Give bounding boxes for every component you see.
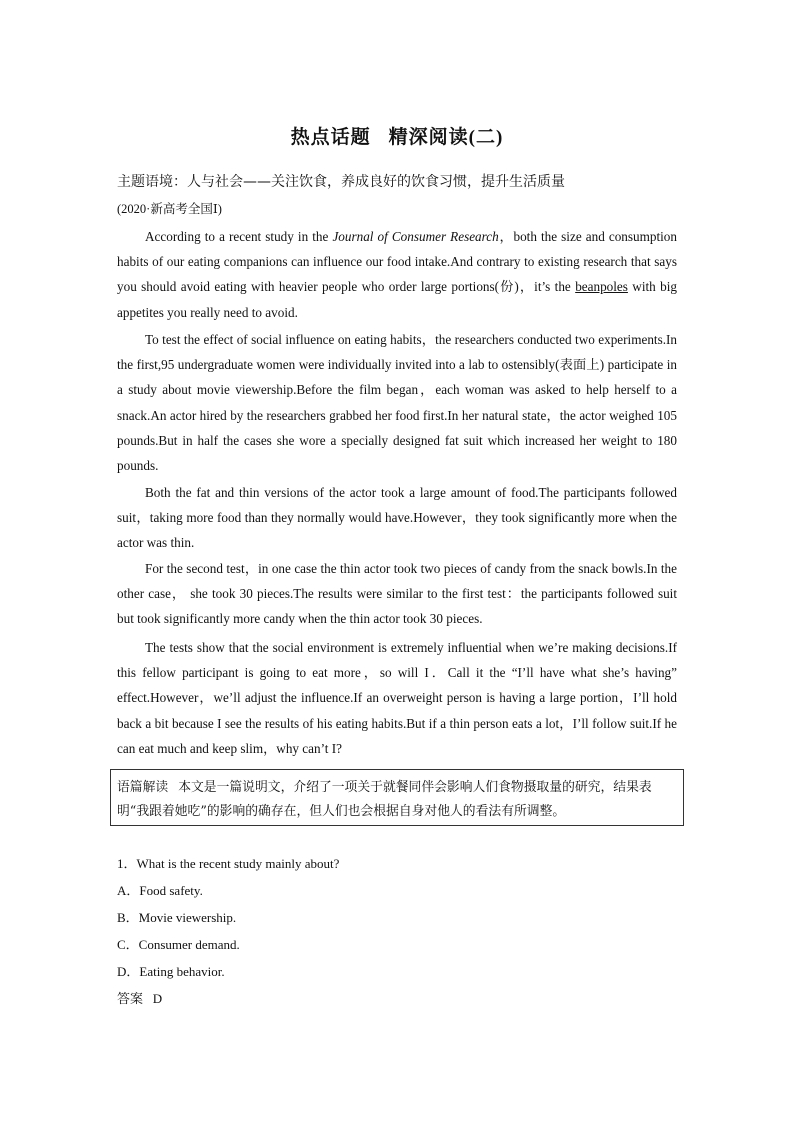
title-part1: 热点话题 [290,127,371,148]
title-part2: 精深阅读(二) [388,127,504,148]
journal-name: Journal of Consumer Research [332,229,499,244]
option-c: C．Consumer demand. [117,937,240,952]
p1-text-mid: ，both the size and consumption habits of our eating companions can influence our food intake.And contrary to existing research that says you should avoid eating with heavier people who order large portions(份)，it’s the [117,229,677,295]
option-d: D．Eating behavior. [117,964,225,979]
paragraph-2: To test the effect of social influence on eating habits，the researchers conducted two experiments.In the first,95 undergraduate women were individually invited into a lab to ostensibly(表面上) participate in a study about movie viewership.Before the film began，each woman was asked to help herself to a snack.An actor hired by the researchers grabbed her food first.In her natural state，the actor weighed 105 pounds.But in half the cases she wore a specially designed fat suit which increased her weight to 180 pounds. [117,332,677,474]
theme-line: 主题语境：人与社会——关注饮食，养成良好的饮食习惯，提升生活质量 [117,174,565,190]
source-line: (2020·新高考全国Ⅰ) [117,202,222,216]
paragraph-1 [117,224,677,325]
paragraph-3: Both the fat and thin versions of the actor took a large amount of food.The participants followed suit，taking more food than they normally would have.However，they took significantly more when the actor was thin. [117,485,677,551]
page-title [0,122,794,149]
question-stem: 1．What is the recent study mainly about? [117,856,340,871]
p1-text-post: with big appetites you really need to avoid. [117,279,677,320]
underlined-word: beanpoles [575,279,628,295]
discourse-note-box [110,769,684,826]
p1-text-pre: According to a recent study in the [145,229,333,244]
option-a: A．Food safety. [117,883,203,898]
paragraph-4: For the second test，in one case the thin actor took two pieces of candy from the snack bowls.In the other case， she took 30 pieces.The results were similar to the first test：the participants followed suit but took significantly more candy when the thin actor took 30 pieces. [117,561,677,627]
paragraph-5: The tests show that the social environment is extremely influential when we’re making decisions.If this fellow participant is going to eat more，so will I．Call it the “I’ll have what she’s having” effect.However，we’ll adjust the influence.If an overweight person is having a large portion，I’ll hold back a bit because I see the results of his eating habits.But if a thin person eats a lot，I’ll follow suit.If he can eat much and keep slim，why can’t I? [117,640,677,756]
note-label: 语篇解读 [117,780,169,795]
note-text: 本文是一篇说明文，介绍了一项关于就餐同伴会影响人们食物摄取量的研究，结果表明“我跟着她吃”的影响的确存在，但人们也会根据自身对他人的看法有所调整。 [117,780,652,819]
answer-label: 答案 [117,991,144,1006]
option-b: B．Movie viewership. [117,910,237,925]
answer-line [117,990,162,1008]
answer-value: D [152,991,163,1006]
